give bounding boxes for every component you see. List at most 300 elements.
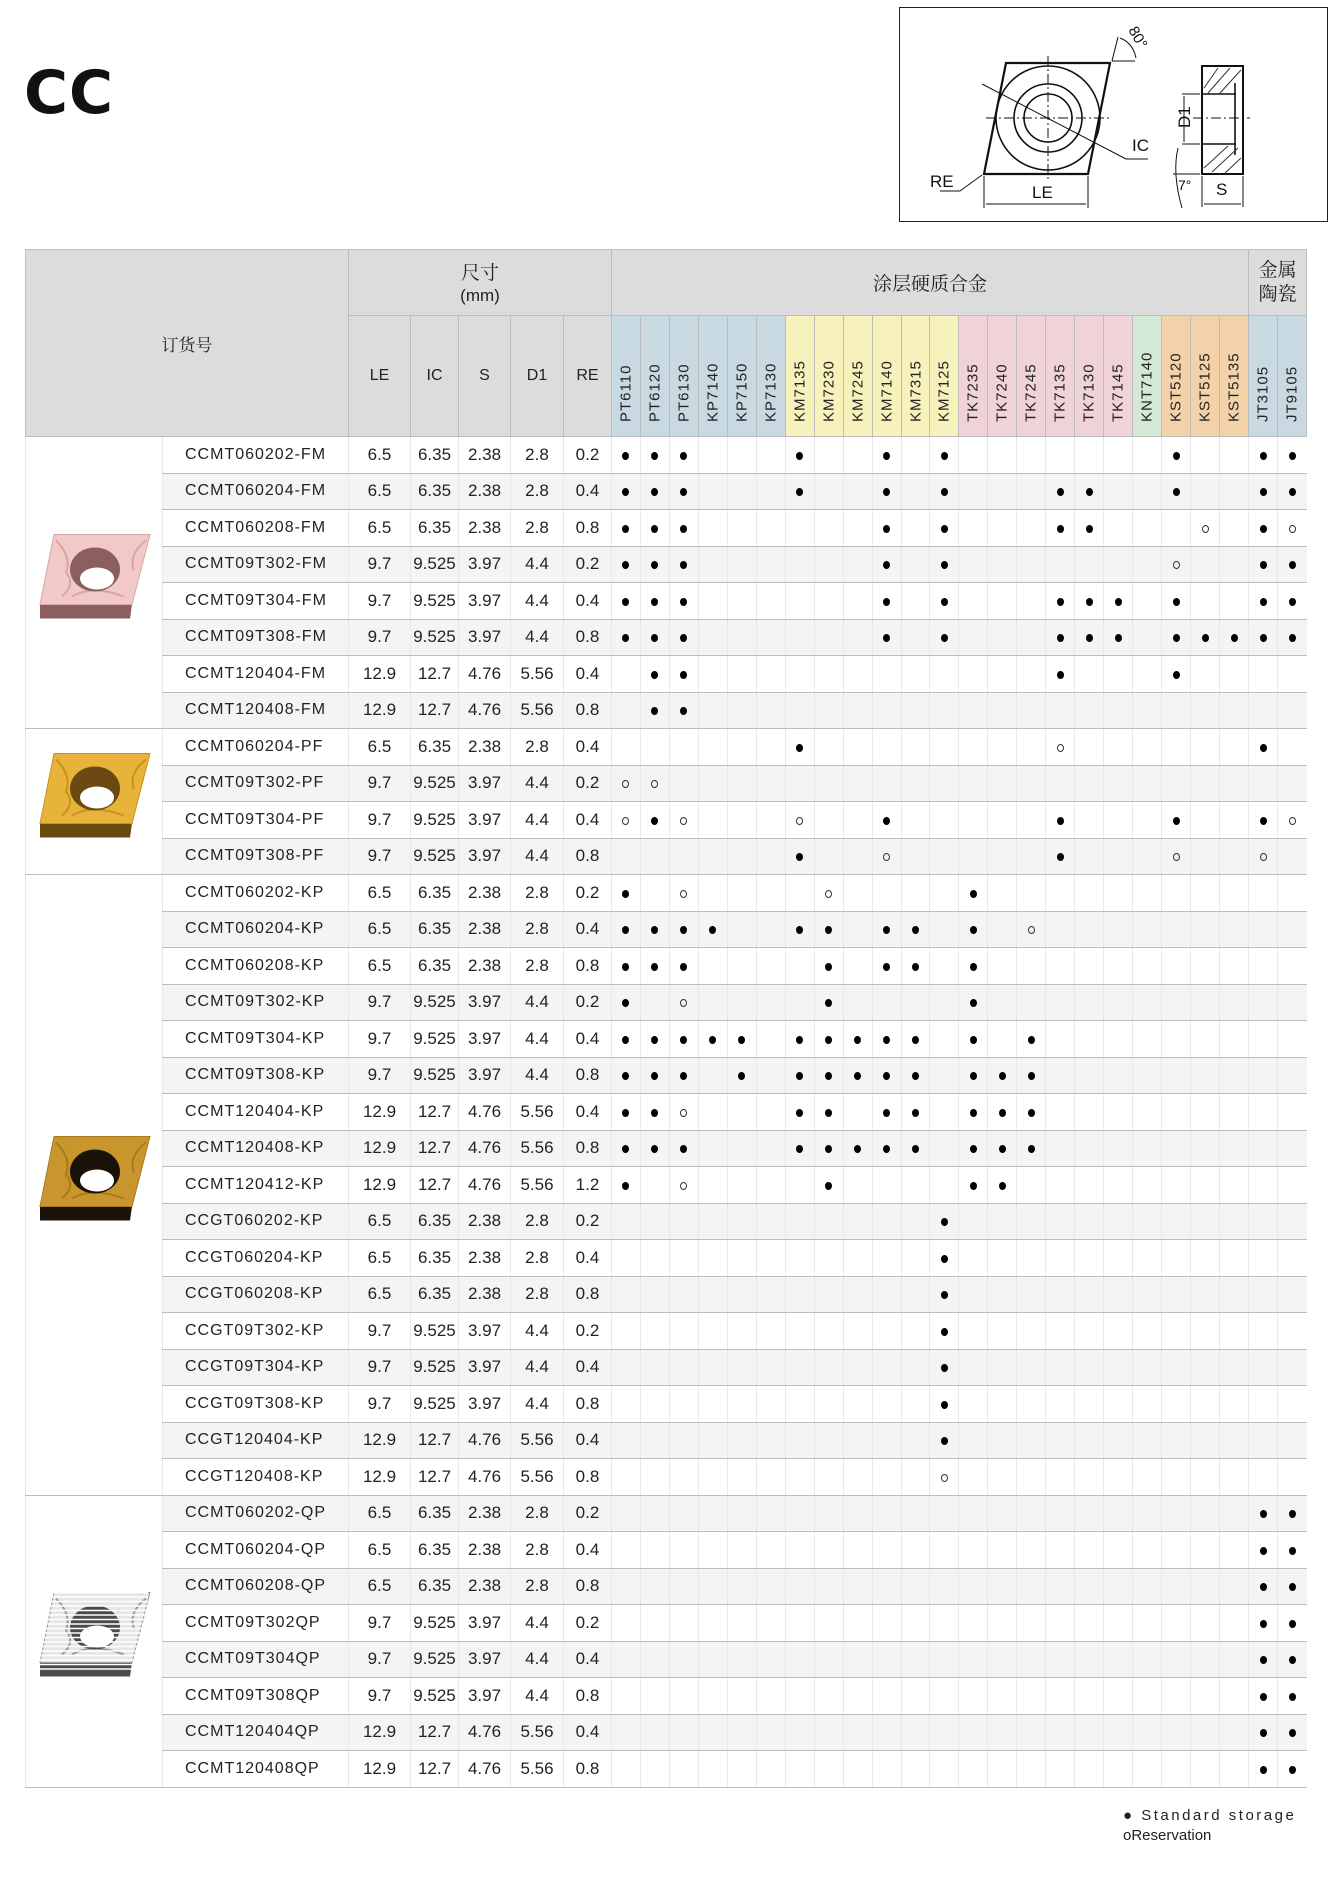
grade-cell-kst5120	[1162, 1495, 1191, 1532]
grade-cell-pt6130	[669, 838, 698, 875]
grade-cell-km7140	[872, 1057, 901, 1094]
grade-cell-tk7145	[1104, 1057, 1133, 1094]
grade-cell-pt6130	[669, 1678, 698, 1715]
grade-cell-tk7235	[959, 984, 988, 1021]
grade-cell-km7245	[843, 1203, 872, 1240]
grade-cell-km7140	[872, 1422, 901, 1459]
grade-cell-jt9105	[1278, 1021, 1307, 1058]
dim-d1: 2.8	[511, 510, 564, 547]
dim-re: 0.8	[564, 948, 612, 985]
grade-cell-knt7140	[1133, 1167, 1162, 1204]
standard-storage-dot-icon	[912, 963, 919, 971]
grade-cell-kp7140	[698, 1130, 727, 1167]
grade-cell-km7315	[901, 619, 930, 656]
grade-cell-km7140	[872, 1568, 901, 1605]
grade-cell-tk7235	[959, 583, 988, 620]
grade-cell-tk7135	[1046, 1386, 1075, 1423]
standard-storage-dot-icon	[941, 1328, 948, 1336]
dim-ic: 6.35	[411, 1532, 459, 1569]
grade-cell-km7135	[785, 1422, 814, 1459]
grade-cell-km7245	[843, 583, 872, 620]
standard-storage-dot-icon	[680, 634, 687, 642]
grade-cell-km7135	[785, 1057, 814, 1094]
grade-cell-tk7245	[1017, 437, 1046, 474]
grade-cell-tk7145	[1104, 1495, 1133, 1532]
grade-cell-tk7145	[1104, 1240, 1133, 1277]
grade-cell-jt9105	[1278, 1057, 1307, 1094]
standard-storage-dot-icon	[883, 926, 890, 934]
dim-d1: 4.4	[511, 1678, 564, 1715]
grade-cell-tk7145	[1104, 984, 1133, 1021]
grade-cell-tk7245	[1017, 1386, 1046, 1423]
grade-cell-pt6130	[669, 1021, 698, 1058]
dim-ic: 6.35	[411, 437, 459, 474]
grade-cell-tk7145	[1104, 1641, 1133, 1678]
grade-cell-km7135	[785, 583, 814, 620]
grade-cell-km7140	[872, 1678, 901, 1715]
grade-cell-tk7245	[1017, 875, 1046, 912]
grade-cell-tk7145	[1104, 1532, 1133, 1569]
grade-cell-km7315	[901, 1495, 930, 1532]
grade-header-kst5125: KST5125	[1191, 316, 1220, 437]
grade-cell-pt6120	[640, 1094, 669, 1131]
grade-cell-tk7135	[1046, 1714, 1075, 1751]
grade-cell-kst5120	[1162, 1422, 1191, 1459]
grade-cell-km7135	[785, 1094, 814, 1131]
grade-cell-tk7130	[1075, 875, 1104, 912]
table-row	[26, 1678, 1307, 1715]
dim-le: 9.7	[349, 1057, 411, 1094]
grade-cell-knt7140	[1133, 948, 1162, 985]
dim-ic: 12.7	[411, 1714, 459, 1751]
grade-cell-jt9105	[1278, 1751, 1307, 1788]
grade-cell-knt7140	[1133, 838, 1162, 875]
dim-le: 9.7	[349, 984, 411, 1021]
grade-cell-km7245	[843, 1532, 872, 1569]
dim-le: 6.5	[349, 875, 411, 912]
grade-cell-tk7240	[988, 656, 1017, 693]
grade-cell-kst5135	[1220, 838, 1249, 875]
grade-cell-kst5125	[1191, 583, 1220, 620]
grade-cell-jt3105	[1249, 802, 1278, 839]
dim-re: 0.2	[564, 1203, 612, 1240]
grade-cell-tk7145	[1104, 473, 1133, 510]
order-number: CCMT09T302-KP	[163, 984, 349, 1021]
grade-cell-km7140	[872, 1532, 901, 1569]
grade-cell-kp7130	[756, 838, 785, 875]
grade-cell-kp7140	[698, 1167, 727, 1204]
grade-cell-tk7240	[988, 911, 1017, 948]
dim-ic: 9.525	[411, 1349, 459, 1386]
grade-header-km7245: KM7245	[843, 316, 872, 437]
grade-cell-km7315	[901, 1276, 930, 1313]
grade-cell-km7140	[872, 984, 901, 1021]
dim-re: 0.2	[564, 1313, 612, 1350]
grade-cell-kp7130	[756, 583, 785, 620]
grade-cell-km7230	[814, 1495, 843, 1532]
dim-d1: 5.56	[511, 692, 564, 729]
grade-cell-kp7140	[698, 619, 727, 656]
standard-storage-dot-icon	[941, 561, 948, 569]
dim-le: 9.7	[349, 1678, 411, 1715]
standard-storage-dot-icon	[1260, 817, 1267, 825]
grade-cell-kp7150	[727, 1057, 756, 1094]
grade-cell-tk7145	[1104, 875, 1133, 912]
grade-cell-tk7235	[959, 1349, 988, 1386]
standard-storage-dot-icon	[1289, 1620, 1296, 1628]
grade-cell-knt7140	[1133, 546, 1162, 583]
table-row	[26, 1021, 1307, 1058]
grade-cell-km7125	[930, 1422, 959, 1459]
dim-le: 6.5	[349, 911, 411, 948]
grade-cell-pt6110	[612, 1349, 641, 1386]
table-row	[26, 1313, 1307, 1350]
grade-cell-pt6130	[669, 1276, 698, 1313]
standard-storage-dot-icon	[1115, 598, 1122, 606]
grade-cell-km7315	[901, 1203, 930, 1240]
grade-cell-tk7235	[959, 1532, 988, 1569]
grade-cell-kp7140	[698, 473, 727, 510]
grade-cell-km7230	[814, 1240, 843, 1277]
reservation-circle-icon	[651, 780, 658, 788]
grade-cell-km7315	[901, 765, 930, 802]
grade-cell-km7140	[872, 1641, 901, 1678]
grade-cell-kst5135	[1220, 1495, 1249, 1532]
grade-cell-tk7145	[1104, 1276, 1133, 1313]
grade-cell-km7245	[843, 838, 872, 875]
dim-d1: 4.4	[511, 802, 564, 839]
grade-cell-pt6110	[612, 802, 641, 839]
order-number: CCMT060208-KP	[163, 948, 349, 985]
grade-cell-jt3105	[1249, 1276, 1278, 1313]
dim-le: 12.9	[349, 692, 411, 729]
grade-cell-kst5125	[1191, 1313, 1220, 1350]
grade-cell-km7230	[814, 1057, 843, 1094]
grade-cell-kp7140	[698, 1641, 727, 1678]
grade-cell-pt6130	[669, 765, 698, 802]
grade-cell-pt6110	[612, 437, 641, 474]
grade-cell-km7125	[930, 948, 959, 985]
dim-le: 6.5	[349, 1495, 411, 1532]
grade-cell-km7315	[901, 1167, 930, 1204]
dim-s: 4.76	[459, 1167, 511, 1204]
grade-cell-km7245	[843, 1386, 872, 1423]
grade-cell-jt3105	[1249, 692, 1278, 729]
grade-cell-kst5120	[1162, 437, 1191, 474]
grade-cell-kst5125	[1191, 1276, 1220, 1313]
standard-storage-dot-icon	[912, 926, 919, 934]
reservation-circle-icon	[1173, 853, 1180, 861]
grade-cell-knt7140	[1133, 1751, 1162, 1788]
standard-storage-dot-icon	[622, 963, 629, 971]
grade-cell-tk7130	[1075, 1459, 1104, 1496]
grade-cell-tk7235	[959, 1751, 988, 1788]
grade-cell-pt6110	[612, 911, 641, 948]
grade-cell-km7230	[814, 875, 843, 912]
dim-ic: 9.525	[411, 1057, 459, 1094]
order-number: CCGT09T308-KP	[163, 1386, 349, 1423]
dim-s: 3.97	[459, 984, 511, 1021]
grade-cell-jt3105	[1249, 1021, 1278, 1058]
grade-cell-kst5125	[1191, 1349, 1220, 1386]
grade-cell-kst5125	[1191, 1021, 1220, 1058]
standard-storage-dot-icon	[883, 634, 890, 642]
dim-d1: 2.8	[511, 437, 564, 474]
grade-cell-kp7140	[698, 437, 727, 474]
standard-storage-dot-icon	[941, 598, 948, 606]
grade-cell-jt3105	[1249, 1605, 1278, 1642]
grade-cell-km7230	[814, 583, 843, 620]
grade-cell-tk7130	[1075, 473, 1104, 510]
table-row	[26, 1349, 1307, 1386]
grade-cell-pt6120	[640, 1130, 669, 1167]
grade-cell-tk7145	[1104, 656, 1133, 693]
grade-cell-knt7140	[1133, 1714, 1162, 1751]
reservation-circle-icon	[1202, 525, 1209, 533]
grade-cell-tk7245	[1017, 1459, 1046, 1496]
grade-cell-knt7140	[1133, 1021, 1162, 1058]
grade-cell-kp7130	[756, 1751, 785, 1788]
grade-cell-pt6130	[669, 1130, 698, 1167]
grade-cell-km7315	[901, 1422, 930, 1459]
grade-cell-km7140	[872, 1386, 901, 1423]
grade-cell-pt6120	[640, 1714, 669, 1751]
grade-cell-km7135	[785, 1532, 814, 1569]
grade-cell-km7135	[785, 729, 814, 766]
order-number: CCMT09T304-KP	[163, 1021, 349, 1058]
grade-cell-jt3105	[1249, 1057, 1278, 1094]
standard-storage-dot-icon	[622, 525, 629, 533]
grade-cell-jt3105	[1249, 1349, 1278, 1386]
dim-s: 4.76	[459, 1751, 511, 1788]
grade-cell-tk7240	[988, 1495, 1017, 1532]
grade-cell-kst5125	[1191, 1130, 1220, 1167]
grade-cell-kp7150	[727, 984, 756, 1021]
dim-re: 0.2	[564, 765, 612, 802]
dim-d1: 2.8	[511, 948, 564, 985]
grade-cell-pt6130	[669, 1349, 698, 1386]
grade-cell-pt6110	[612, 656, 641, 693]
grade-cell-km7230	[814, 1568, 843, 1605]
grade-cell-km7245	[843, 1678, 872, 1715]
standard-storage-dot-icon	[941, 525, 948, 533]
grade-cell-kst5135	[1220, 1678, 1249, 1715]
grade-cell-km7315	[901, 1605, 930, 1642]
grade-cell-pt6120	[640, 1167, 669, 1204]
grade-cell-pt6110	[612, 510, 641, 547]
grade-cell-km7125	[930, 1021, 959, 1058]
grade-cell-km7125	[930, 583, 959, 620]
grade-cell-km7315	[901, 437, 930, 474]
dim-d1: 4.4	[511, 984, 564, 1021]
table-row	[26, 473, 1307, 510]
grade-cell-pt6110	[612, 1532, 641, 1569]
grade-cell-km7315	[901, 1678, 930, 1715]
dim-s: 2.38	[459, 948, 511, 985]
reservation-circle-icon	[1173, 561, 1180, 569]
grade-cell-tk7145	[1104, 1714, 1133, 1751]
grade-cell-kst5125	[1191, 1532, 1220, 1569]
grade-cell-kp7140	[698, 546, 727, 583]
grade-cell-tk7240	[988, 1021, 1017, 1058]
grade-cell-tk7135	[1046, 875, 1075, 912]
grade-cell-kst5135	[1220, 1167, 1249, 1204]
legend-standard-storage: ● Standard storage	[1123, 1807, 1297, 1824]
grade-cell-km7315	[901, 473, 930, 510]
grade-cell-tk7130	[1075, 1021, 1104, 1058]
grade-cell-kst5135	[1220, 1386, 1249, 1423]
table-row	[26, 656, 1307, 693]
order-number: CCMT120404-KP	[163, 1094, 349, 1131]
standard-storage-dot-icon	[796, 926, 803, 934]
standard-storage-dot-icon	[883, 1036, 890, 1044]
standard-storage-dot-icon	[883, 963, 890, 971]
grade-header-tk7235: TK7235	[959, 316, 988, 437]
dim-ic: 9.525	[411, 1386, 459, 1423]
grade-cell-tk7145	[1104, 437, 1133, 474]
standard-storage-dot-icon	[709, 1036, 716, 1044]
dim-ic: 9.525	[411, 1605, 459, 1642]
grade-cell-km7245	[843, 729, 872, 766]
dim-ic: 6.35	[411, 473, 459, 510]
grade-cell-knt7140	[1133, 1276, 1162, 1313]
grade-cell-jt9105	[1278, 1167, 1307, 1204]
grade-cell-km7245	[843, 1094, 872, 1131]
standard-storage-dot-icon	[622, 926, 629, 934]
grade-cell-tk7235	[959, 1459, 988, 1496]
standard-storage-dot-icon	[622, 1182, 629, 1190]
grade-cell-tk7145	[1104, 1021, 1133, 1058]
grade-cell-km7125	[930, 1641, 959, 1678]
grade-cell-kp7130	[756, 729, 785, 766]
dim-re: 0.8	[564, 1568, 612, 1605]
grade-cell-tk7240	[988, 1349, 1017, 1386]
grade-cell-tk7135	[1046, 692, 1075, 729]
grade-cell-kp7140	[698, 1313, 727, 1350]
grade-cell-km7315	[901, 1094, 930, 1131]
grade-cell-kp7140	[698, 984, 727, 1021]
grade-cell-km7140	[872, 911, 901, 948]
grade-cell-tk7240	[988, 875, 1017, 912]
grade-cell-km7315	[901, 1568, 930, 1605]
grade-cell-pt6110	[612, 583, 641, 620]
dim-le: 9.7	[349, 838, 411, 875]
grade-cell-tk7135	[1046, 1495, 1075, 1532]
grade-cell-pt6120	[640, 1021, 669, 1058]
grade-cell-km7245	[843, 1641, 872, 1678]
order-number: CCMT09T302QP	[163, 1605, 349, 1642]
dim-s: 2.38	[459, 510, 511, 547]
dim-ic: 9.525	[411, 1313, 459, 1350]
dim-s: 4.76	[459, 1094, 511, 1131]
grade-cell-tk7135	[1046, 656, 1075, 693]
grade-cell-pt6110	[612, 1094, 641, 1131]
grade-cell-kp7130	[756, 1313, 785, 1350]
grade-cell-tk7235	[959, 948, 988, 985]
grade-cell-pt6120	[640, 546, 669, 583]
clearance-angle-label: 7°	[1178, 177, 1192, 193]
grade-cell-kst5120	[1162, 948, 1191, 985]
dim-le: 9.7	[349, 765, 411, 802]
grade-cell-km7135	[785, 802, 814, 839]
grade-cell-kst5135	[1220, 1349, 1249, 1386]
grade-cell-tk7130	[1075, 1605, 1104, 1642]
standard-storage-dot-icon	[1289, 561, 1296, 569]
silver-insert-qp-icon	[32, 1585, 156, 1698]
grade-cell-kp7140	[698, 875, 727, 912]
standard-storage-dot-icon	[651, 671, 658, 679]
grade-cell-kp7140	[698, 1057, 727, 1094]
grade-cell-tk7240	[988, 1605, 1017, 1642]
grade-cell-tk7235	[959, 1714, 988, 1751]
order-number: CCMT09T308-PF	[163, 838, 349, 875]
grade-cell-jt9105	[1278, 1641, 1307, 1678]
grade-cell-km7315	[901, 583, 930, 620]
grade-cell-pt6110	[612, 1203, 641, 1240]
dim-d1: 4.4	[511, 1349, 564, 1386]
grade-cell-km7140	[872, 875, 901, 912]
grade-cell-km7230	[814, 510, 843, 547]
standard-storage-dot-icon	[999, 1182, 1006, 1190]
grade-cell-tk7145	[1104, 1678, 1133, 1715]
grade-cell-tk7145	[1104, 1751, 1133, 1788]
grade-cell-tk7145	[1104, 948, 1133, 985]
grade-header-tk7240: TK7240	[988, 316, 1017, 437]
grade-cell-km7135	[785, 765, 814, 802]
grade-cell-pt6130	[669, 1714, 698, 1751]
grade-cell-kst5125	[1191, 802, 1220, 839]
grade-cell-kst5120	[1162, 1568, 1191, 1605]
standard-storage-dot-icon	[651, 1145, 658, 1153]
grade-cell-km7135	[785, 1349, 814, 1386]
angle-80-label: 80°	[1124, 23, 1151, 52]
grade-cell-kp7130	[756, 1203, 785, 1240]
grade-cell-knt7140	[1133, 1459, 1162, 1496]
grade-cell-km7245	[843, 619, 872, 656]
grade-cell-kst5120	[1162, 802, 1191, 839]
dim-s: 2.38	[459, 911, 511, 948]
standard-storage-dot-icon	[680, 1072, 687, 1080]
insert-image-gold-insert-pf	[26, 729, 163, 875]
dim-ic: 6.35	[411, 875, 459, 912]
grade-cell-km7125	[930, 802, 959, 839]
grade-cell-pt6120	[640, 437, 669, 474]
grade-cell-km7140	[872, 1714, 901, 1751]
grade-cell-km7125	[930, 619, 959, 656]
grade-cell-km7230	[814, 1130, 843, 1167]
standard-storage-dot-icon	[1057, 598, 1064, 606]
grade-cell-pt6120	[640, 1568, 669, 1605]
grade-cell-tk7145	[1104, 911, 1133, 948]
grade-cell-km7315	[901, 1641, 930, 1678]
standard-storage-dot-icon	[970, 1036, 977, 1044]
grade-cell-tk7240	[988, 1714, 1017, 1751]
standard-storage-dot-icon	[999, 1145, 1006, 1153]
grade-cell-kp7150	[727, 1167, 756, 1204]
grade-cell-pt6110	[612, 729, 641, 766]
grade-cell-tk7145	[1104, 1386, 1133, 1423]
grade-cell-km7245	[843, 1240, 872, 1277]
dim-re: 0.4	[564, 1240, 612, 1277]
grade-cell-kp7140	[698, 838, 727, 875]
grade-cell-pt6120	[640, 1422, 669, 1459]
reservation-circle-icon	[680, 890, 687, 898]
dim-re: 0.8	[564, 838, 612, 875]
grade-cell-knt7140	[1133, 1495, 1162, 1532]
grade-cell-km7230	[814, 1422, 843, 1459]
grade-header-tk7145: TK7145	[1104, 316, 1133, 437]
grade-header-pt6120: PT6120	[640, 316, 669, 437]
